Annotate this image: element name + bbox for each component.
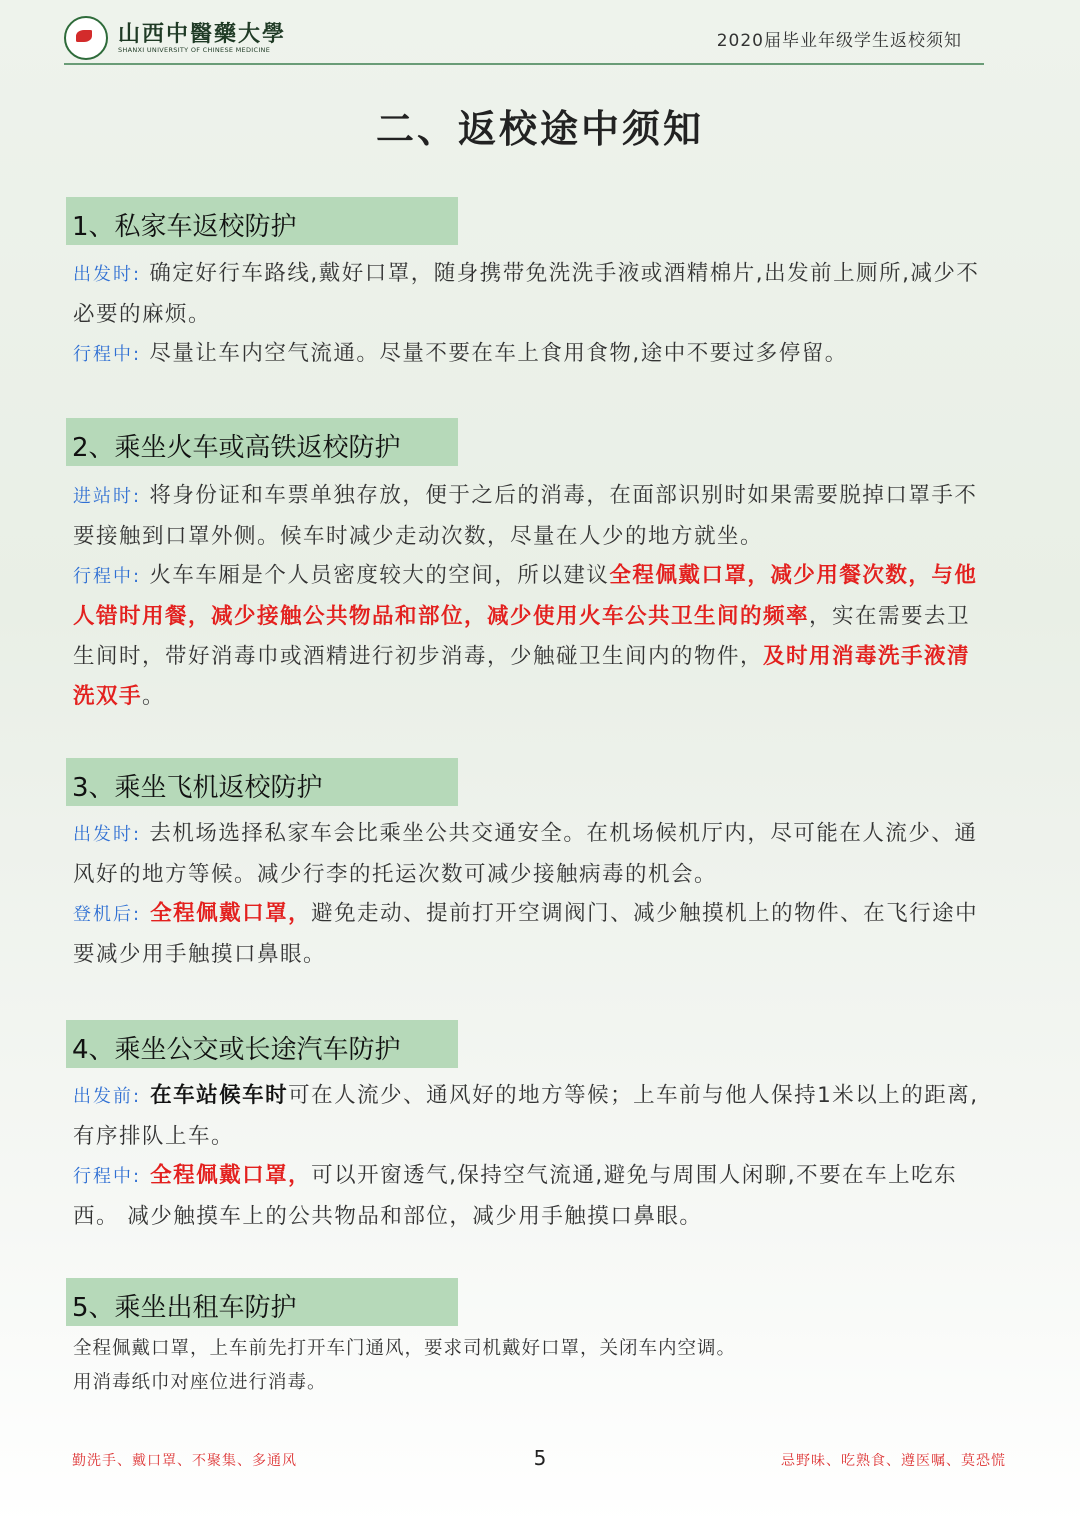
footer-slogan-left: 勤洗手、戴口罩、不聚集、多通风	[72, 1453, 297, 1469]
section-heading-private-car: 1、私家车返校防护	[66, 197, 458, 245]
para-label: 行程中:	[73, 344, 142, 365]
section-5-para-2: 用消毒纸巾对座位进行消毒。	[73, 1372, 327, 1393]
header-divider	[64, 63, 984, 65]
section-2-para-2: 行程中: 火车车厢是个人员密度较大的空间，所以建议全程佩戴口罩，减少用餐次数，与他人错时用餐，减少接触公共物品和部位，减少使用火车公共卫生间的频率，实在需要去卫生间时，带好消毒巾或酒精进行初步消毒，少触碰卫生间内的物件，及时用消毒洗手液清洗双手。	[73, 563, 978, 709]
logo-chinese-name: 山西中醫藥大學	[118, 21, 287, 47]
para-label: 行程中:	[73, 566, 142, 587]
section-2-para-1: 进站时: 将身份证和车票单独存放，便于之后的消毒，在面部识别时如果需要脱掉口罩手不要接触到口罩外侧。候车时减少走动次数，尽量在人少的地方就坐。	[73, 483, 978, 549]
section-3-para-2: 登机后: 全程佩戴口罩，避免走动、提前打开空调阀门、减少触摸机上的物件、在飞行途中要减少用手触摸口鼻眼。	[73, 901, 979, 967]
logo-english-name: SHANXI UNIVERSITY OF CHINESE MEDICINE	[118, 46, 271, 54]
para-label: 登机后:	[73, 904, 142, 925]
highlight-text: 全程佩戴口罩，	[141, 1163, 312, 1188]
para-label: 行程中:	[73, 1166, 142, 1187]
footer-slogan-right: 忌野味、吃熟食、遵医嘱、莫恐慌	[781, 1453, 1006, 1469]
section-5-para-1: 全程佩戴口罩，上车前先打开车门通风，要求司机戴好口罩，关闭车内空调。	[73, 1338, 737, 1359]
section-1-para-1: 出发时: 确定好行车路线,戴好口罩，随身携带免洗洗手液或酒精棉片,出发前上厕所,减少不必要的麻烦。	[73, 261, 980, 327]
highlight-text: 全程佩戴口罩，	[141, 901, 312, 926]
university-emblem-icon	[64, 16, 108, 60]
page-number: 5	[533, 1446, 547, 1470]
emphasis-text: 在车站候车时	[141, 1083, 289, 1108]
document-title: 2020届毕业年级学生返校须知	[716, 31, 962, 51]
section-4-para-2: 行程中: 全程佩戴口罩，可以开窗透气,保持空气流通,避免与周围人闲聊,不要在车上吃东西。 减少触摸车上的公共物品和部位，减少用手触摸口鼻眼。	[73, 1163, 958, 1229]
page-title: 二、返校途中须知	[375, 107, 704, 151]
para-label: 出发时:	[73, 824, 142, 845]
highlight-text: 全程佩戴口罩，减少用餐次数，与他人错时用餐，减少接触公共物品和部位，减少使用火车公共卫生间的频率	[73, 563, 978, 629]
page-header	[0, 0, 1080, 80]
highlight-text: 及时用消毒洗手液清洗双手	[73, 644, 971, 709]
para-label: 进站时:	[73, 486, 142, 507]
para-label: 出发前:	[73, 1086, 142, 1107]
section-4-para-1: 出发前: 在车站候车时可在人流少、通风好的地方等候；上车前与他人保持1米以上的距离,有序排队上车。	[73, 1083, 979, 1149]
section-1-para-2: 行程中: 尽量让车内空气流通。尽量不要在车上食用食物,途中不要过多停留。	[73, 341, 848, 366]
para-label: 出发时:	[73, 264, 142, 285]
university-logo	[64, 16, 286, 60]
section-heading-train: 2、乘坐火车或高铁返校防护	[66, 418, 458, 466]
section-heading-taxi: 5、乘坐出租车防护	[66, 1278, 458, 1326]
section-3-para-1: 出发时: 去机场选择私家车会比乘坐公共交通安全。在机场候机厅内，尽可能在人流少、通风好的地方等候。减少行李的托运次数可减少接触病毒的机会。	[73, 821, 978, 887]
section-heading-plane: 3、乘坐飞机返校防护	[66, 758, 458, 806]
section-heading-bus: 4、乘坐公交或长途汽车防护	[66, 1020, 458, 1068]
